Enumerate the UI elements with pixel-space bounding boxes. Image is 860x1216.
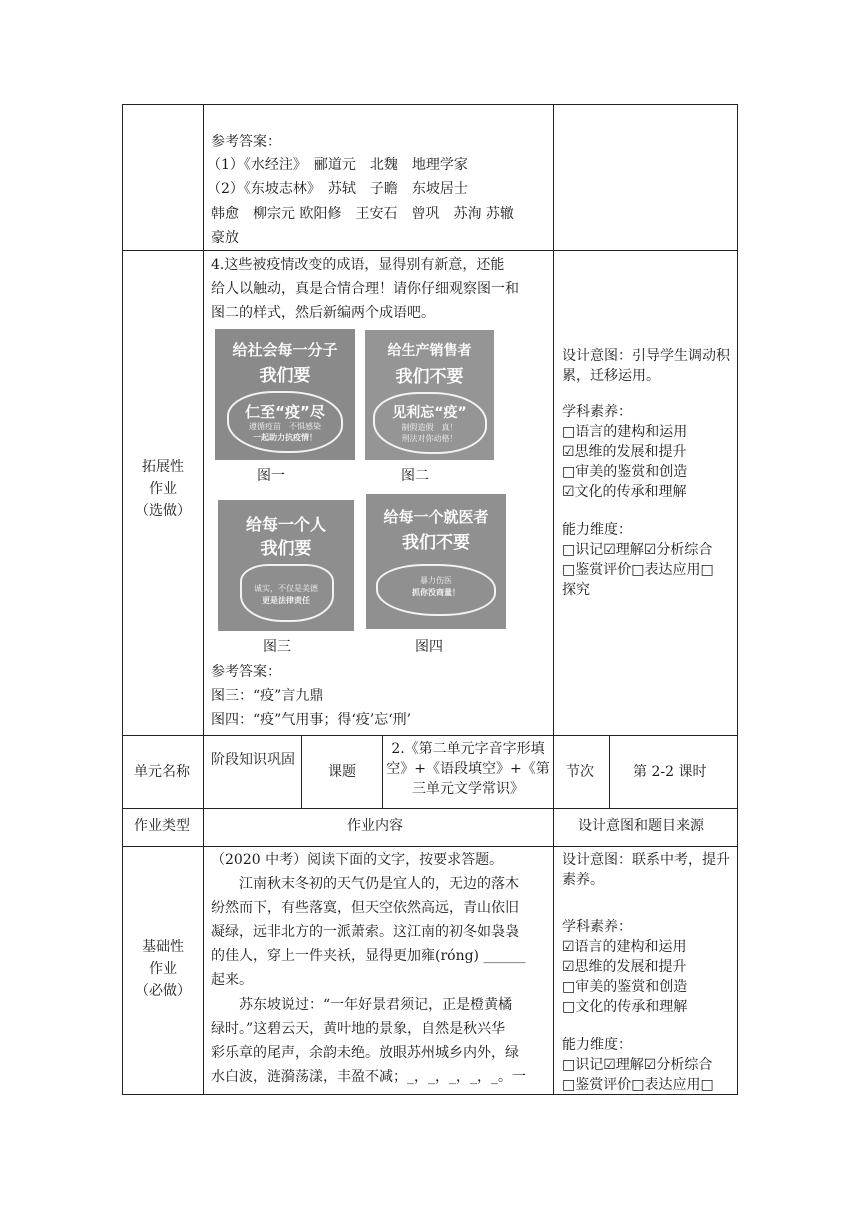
table-rule-2 — [122, 735, 738, 736]
col-rule-unit-1 — [301, 735, 302, 808]
poster-1-slogan: 仁至“疫”尽 — [245, 403, 325, 421]
answer-line-3: 韩愈 柳宗元 欧阳修 王安石 曾巩 苏洵 苏辙 — [211, 206, 514, 222]
extension-ability-line-3: 探究 — [562, 582, 590, 598]
table-border-top — [122, 104, 738, 105]
question-line-3: 图二的样式，然后新编两个成语吧。 — [211, 305, 435, 321]
basic-ability-line-1: □识记☑理解☑分析综合 — [562, 1057, 713, 1073]
basic-literacy-2: ☑思维的发展和提升 — [562, 959, 687, 975]
figure-2-caption: 图二 — [401, 468, 429, 484]
period-label: 节次 — [566, 764, 594, 780]
basic-p1-line-5: 起来。 — [211, 972, 253, 988]
extension-literacy-2: ☑思维的发展和提升 — [562, 444, 687, 460]
question-line-2: 给人以触动，真是合情合理！请你仔细观察图一和 — [211, 281, 519, 297]
topic-label: 课题 — [328, 764, 356, 780]
extension-ability-title: 能力维度： — [562, 522, 632, 538]
col-rule-category — [203, 104, 204, 1095]
category-extension-line-3: （选做） — [135, 503, 191, 519]
category-extension-line-1: 拓展性 — [142, 459, 184, 475]
poster-4-small-1: 暴力伤医 — [420, 576, 452, 585]
poster-2-small-2: 刑法对你动格！ — [401, 434, 458, 443]
poster-2-small-1: 制假造假 真！ — [401, 423, 458, 432]
poster-figure-1 — [215, 329, 355, 460]
basic-ability-title: 能力维度： — [562, 1037, 632, 1053]
poster-4-top: 给每一个就医者 — [383, 508, 489, 526]
col-rule-source-top — [553, 104, 554, 735]
figure-4-caption: 图四 — [415, 639, 443, 655]
header-type: 作业类型 — [134, 818, 190, 834]
basic-literacy-4: □文化的传承和理解 — [562, 999, 688, 1015]
header-source: 设计意图和题目来源 — [578, 818, 704, 834]
answer-line-2: （2）《东坡志林》 苏轼 子瞻 东坡居士 — [207, 181, 468, 197]
col-rule-unit-2 — [382, 735, 383, 808]
extension-ability-line-2: □鉴赏评价□表达应用□ — [562, 562, 714, 578]
poster-3-top: 给每一个人 — [245, 515, 326, 534]
table-rule-1 — [122, 250, 738, 251]
period-value: 第 2-2 课时 — [633, 764, 707, 780]
poster-3-small-2: 更是法律责任 — [262, 596, 310, 605]
figure-1-caption: 图一 — [257, 468, 285, 484]
extension-design-intent: 设计意图：引导学生调动积累，迁移运用。 — [562, 348, 730, 384]
extension-answer-1: 图三：“疫”言九鼎 — [211, 688, 324, 704]
poster-4-main: 我们不要 — [402, 533, 470, 553]
category-extension-line-2: 作业 — [149, 481, 177, 497]
basic-p2-line-1: 苏东坡说过：“一年好景君须记，正是橙黄橘 — [211, 997, 513, 1013]
poster-3-small-1: 诚实，不仅是美德 — [254, 584, 318, 593]
answer-title-extension: 参考答案： — [211, 664, 281, 680]
poster-1-small-2: 一起助力抗疫情！ — [253, 433, 317, 442]
basic-literacy-1: ☑语言的建构和运用 — [562, 939, 687, 955]
category-basic-line-1: 基础性 — [142, 939, 184, 955]
category-basic — [123, 936, 203, 1002]
extension-literacy-1: □语言的建构和运用 — [562, 424, 688, 440]
unit-label: 单元名称 — [134, 764, 190, 780]
extension-literacy-4: ☑文化的传承和理解 — [562, 484, 687, 500]
poster-2-slogan: 见利忘“疫” — [392, 405, 467, 421]
extension-literacy-3: □审美的鉴赏和创造 — [562, 464, 688, 480]
basic-p2-line-2: 绿时。”这碧云天，黄叶地的景象，自然是秋兴华 — [211, 1021, 506, 1037]
extension-literacy-title: 学科素养： — [562, 404, 632, 420]
poster-1-small-1: 遵循疫苗 不惧感染 — [249, 422, 321, 431]
category-extension — [123, 456, 203, 522]
poster-3-main: 我们要 — [260, 539, 312, 559]
table-rule-3 — [122, 808, 738, 809]
figure-3-caption: 图三 — [263, 639, 291, 655]
basic-p1-line-1: 江南秋末冬初的天气仍是宜人的，无边的落木 — [211, 876, 519, 892]
answer-title-top: 参考答案： — [211, 134, 281, 150]
poster-figure-3 — [218, 500, 354, 631]
col-rule-unit-3 — [553, 735, 554, 808]
basic-literacy-3: □审美的鉴赏和创造 — [562, 979, 688, 995]
basic-p1-line-2: 纷然而下，有些落寞，但天空依然高远，青山依旧 — [211, 900, 519, 916]
poster-2-top: 给生产销售者 — [387, 343, 472, 359]
poster-1-top: 给社会每一分子 — [232, 341, 338, 359]
header-content: 作业内容 — [347, 818, 403, 834]
basic-design-intent: 设计意图：联系中考，提升素养。 — [562, 852, 730, 888]
table-border-right — [737, 104, 738, 1095]
unit-value: 阶段知识巩固 — [211, 752, 295, 768]
poster-1-main: 我们要 — [259, 366, 311, 386]
topic-value: 2.《第二单元字音字形填空》+《语段填空》+《第三单元文学常识》 — [386, 741, 550, 797]
basic-ability-line-2: □鉴赏评价□表达应用□ — [562, 1077, 714, 1093]
basic-p1-line-4: 的佳人，穿上一件夹袄，显得更加雍(róng) ______ — [211, 948, 526, 964]
col-rule-source-bottom — [553, 808, 554, 1095]
category-basic-line-3: （必做） — [135, 983, 191, 999]
poster-figure-2 — [365, 330, 494, 460]
table-rule-4 — [122, 846, 738, 847]
answer-line-4: 豪放 — [211, 230, 239, 246]
basic-intro: （2020 中考）阅读下面的文字，按要求答题。 — [211, 852, 504, 868]
question-line-1: 4.这些被疫情改变的成语，显得别有新意，还能 — [211, 257, 505, 273]
basic-literacy-title: 学科素养： — [562, 919, 632, 935]
answer-line-1: （1）《水经注》 郦道元 北魏 地理学家 — [207, 157, 468, 173]
basic-p1-line-3: 凝绿，远非北方的一派萧索。这江南的初冬如袅袅 — [211, 924, 519, 940]
col-rule-unit-4 — [609, 735, 610, 808]
basic-p2-line-4: 水白波，涟漪荡漾，丰盈不减；_，_，_，_，_。一 — [211, 1069, 526, 1085]
basic-p2-line-3: 彩乐章的尾声，余韵未绝。放眼苏州城乡内外，绿 — [211, 1045, 519, 1061]
extension-answer-2: 图四：“疫”气用事；得‘疫’忘‘刑’ — [211, 712, 412, 728]
category-basic-line-2: 作业 — [149, 961, 177, 977]
poster-2-main: 我们不要 — [395, 367, 464, 387]
poster-figure-4 — [366, 494, 506, 629]
poster-4-small-2: 抓你没商量！ — [412, 588, 460, 597]
extension-ability-line-1: □识记☑理解☑分析综合 — [562, 542, 713, 558]
